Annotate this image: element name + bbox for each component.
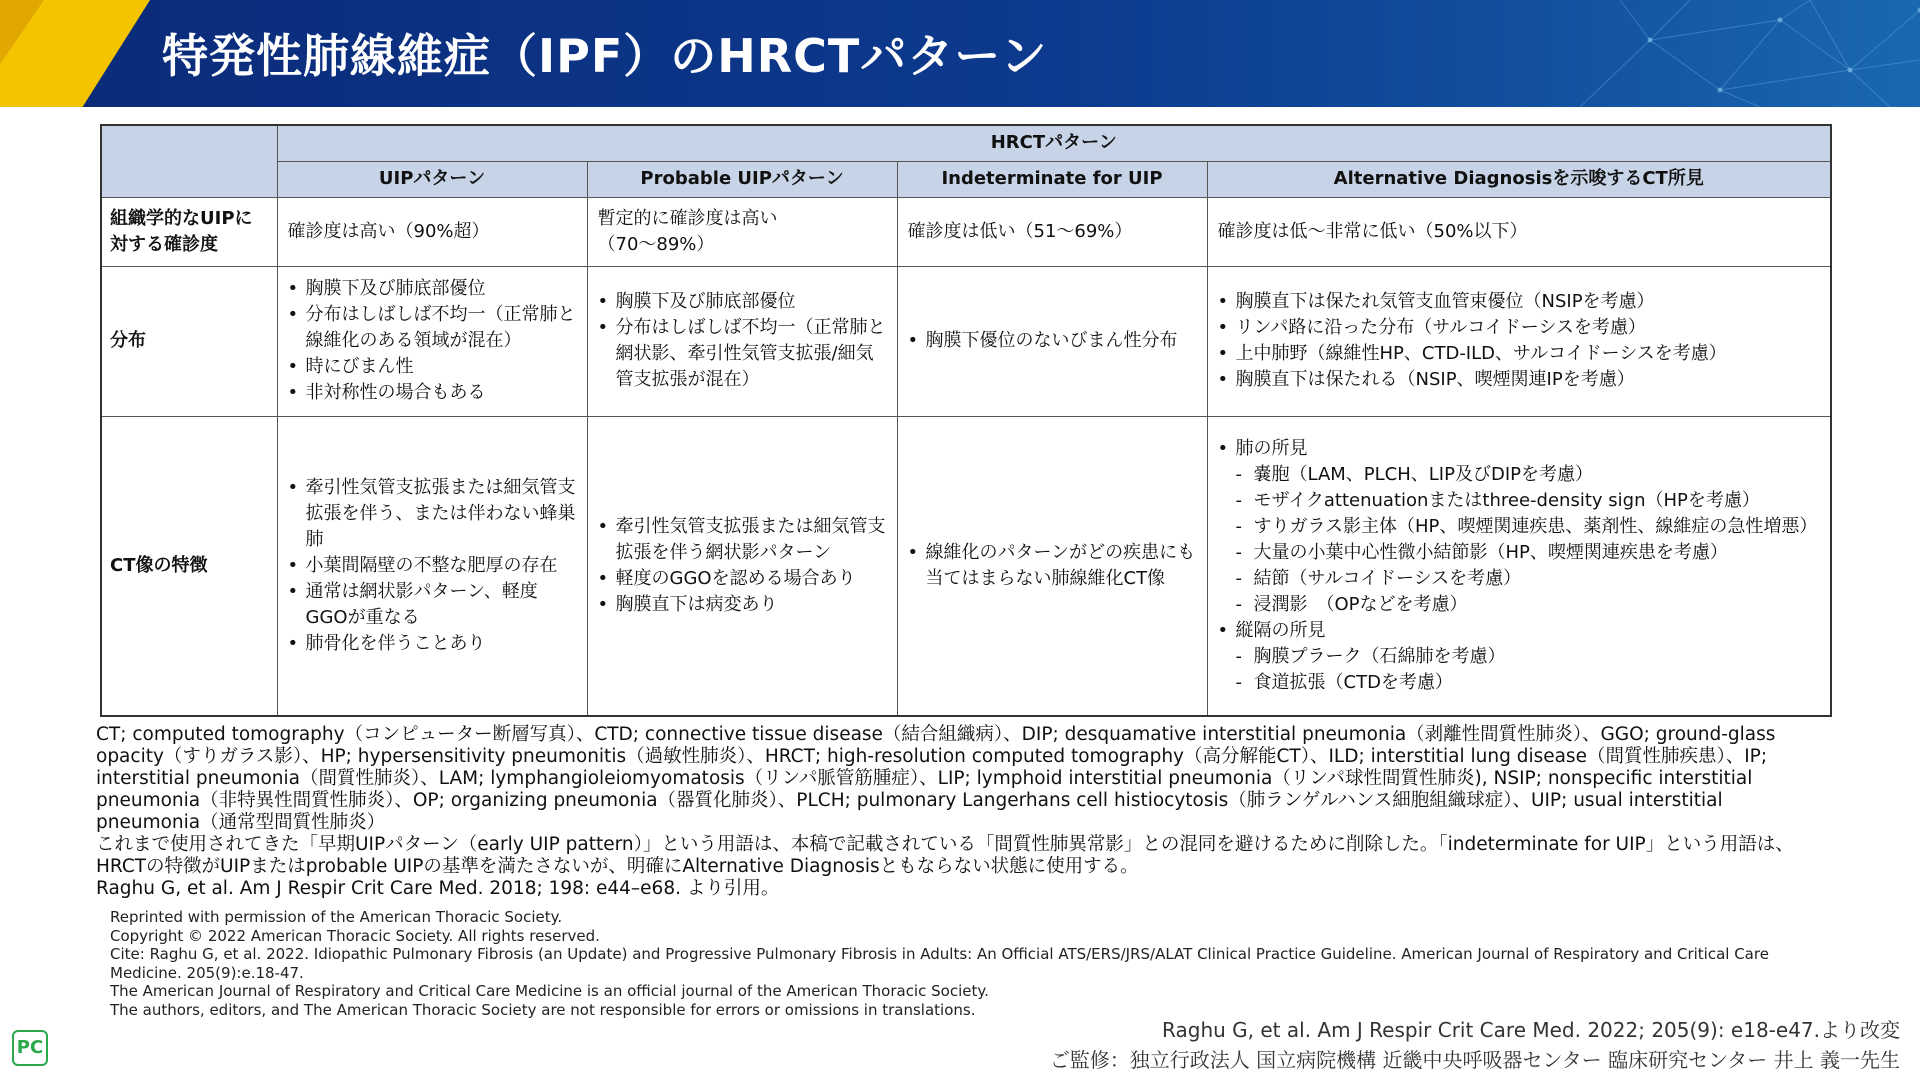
list-item: - すりガラス影主体（HP、喫煙関連疾患、薬剤性、線維症の急性増悪）	[1218, 514, 1821, 540]
group-header: HRCTパターン	[277, 125, 1831, 161]
list-item	[1218, 618, 1821, 696]
column-header-probable: Probable UIPパターン	[587, 161, 897, 197]
cell-probable-ct	[587, 416, 897, 716]
footnotes	[96, 724, 1828, 900]
page-title: 特発性肺線維症（IPF）のHRCTパターン	[162, 29, 1048, 83]
list-item: • 非対称性の場合もある	[288, 380, 577, 406]
note: これまで使用されてきた「早期UIPパターン（early UIP pattern）」という用語は、本稿で記載されている「間質性肺異常影」との混同を避けるために削除した。「indeterminate for UIP」という用語は、HRCTの特徴がUIPまたはprobable UIPの基準を満たさないが、明確にAlternative Diagnosisともならない状態に使用する。	[96, 834, 1794, 877]
reference: Raghu G, et al. Am J Respir Crit Care Med. 2018; 198: e44–e68. より引用。	[96, 878, 780, 899]
abbreviations: CT; computed tomography（コンピューター断層写真）、CTD; connective tissue disease（結合組織病）、DIP; desquamative interstitial pneumonia（剥離性間質性肺炎）、GGO; ground-glass opacity（すりガラス影）、HP; hypersensitivity pneumonitis（過敏性肺炎）、HRCT; high-resolution computed tomography（高分解能CT）、ILD; interstitial lung disease（間質性肺疾患）、IP; interstitial pneumonia（間質性肺炎）、LAM; lymphangioleiomyomatosis（リンパ脈管筋腫症）、LIP; lymphoid interstitial pneumonia（リンパ球性間質性肺炎), NSIP; nonspecific interstitial pneumonia（非特異性間質性肺炎）、OP; organizing pneumonia（器質化肺炎）、PLCH; pulmonary Langerhans cell histiocytosis（肺ランゲルハンス細胞組織球症）、UIP; usual interstitial pneumonia（通常型間質性肺炎）	[96, 724, 1776, 833]
subhead-lung: 肺の所見	[1235, 437, 1308, 459]
list-item: • 胸膜直下は保たれる（NSIP、喫煙関連IPを考慮）	[1218, 367, 1821, 393]
table-row	[101, 416, 1831, 716]
row-header-ct: CT像の特徴	[101, 416, 277, 716]
row-header-certainty: 組織学的なUIPに 対する確診度	[101, 197, 277, 266]
list-item: • 肺骨化を伴うことあり	[288, 631, 577, 657]
list-item: • 時にびまん性	[288, 354, 577, 380]
supervisor-credit: ご監修：独立行政法人 国立病院機構 近畿中央呼吸器センター 臨床研究センター 井上 義一先生	[1049, 1048, 1900, 1072]
list-item: • 胸膜直下は保たれ気管支血管束優位（NSIPを考慮）	[1218, 289, 1821, 315]
list-item: • 胸膜直下は病変あり	[598, 592, 887, 618]
list-item: • 線維化のパターンがどの疾患にも当てはまらない肺線維化CT像	[908, 540, 1197, 592]
list-item: • 胸膜下及び肺底部優位	[598, 289, 887, 315]
column-header-alternative: Alternative Diagnosisを示唆するCT所見	[1207, 161, 1831, 197]
list-item	[1218, 436, 1821, 618]
list-item: • 分布はしばしば不均一（正常肺と網状影、牽引性気管支拡張/細気管支拡張が混在）	[598, 315, 887, 393]
network-decoration-icon	[1560, 0, 1920, 107]
list-item: • 通常は網状影パターン、軽度GGOが重なる	[288, 579, 577, 631]
cell-indeterminate-certainty: 確診度は低い（51～69%）	[897, 197, 1207, 266]
column-header-uip: UIPパターン	[277, 161, 587, 197]
list-item: • 上中肺野（線維性HP、CTD-ILD、サルコイドーシスを考慮）	[1218, 341, 1821, 367]
column-header-indeterminate: Indeterminate for UIP	[897, 161, 1207, 197]
list-item: • 胸膜下優位のないびまん性分布	[908, 328, 1197, 354]
list-item: • 分布はしばしば不均一（正常肺と線維化のある領域が混在）	[288, 302, 577, 354]
cell-uip-distribution	[277, 266, 587, 416]
list-item: - 食道拡張（CTDを考慮）	[1218, 670, 1821, 696]
row-header-distribution: 分布	[101, 266, 277, 416]
list-item: • 軽度のGGOを認める場合あり	[598, 566, 887, 592]
table-corner	[101, 125, 277, 197]
cell-uip-certainty: 確診度は高い（90%超）	[277, 197, 587, 266]
list-item: - 嚢胞（LAM、PLCH、LIP及びDIPを考慮）	[1218, 462, 1821, 488]
cell-indeterminate-ct	[897, 416, 1207, 716]
list-item: • 小葉間隔壁の不整な肥厚の存在	[288, 553, 577, 579]
list-item: - 胸膜プラーク（石綿肺を考慮）	[1218, 644, 1821, 670]
source-citation: Raghu G, et al. Am J Respir Crit Care Med. 2022; 205(9): e18-e47.より改変	[1162, 1018, 1900, 1042]
list-item: - 大量の小葉中心性微小結節影（HP、喫煙関連疾患を考慮）	[1218, 540, 1821, 566]
cell-alternative-distribution	[1207, 266, 1831, 416]
cell-alternative-certainty: 確診度は低～非常に低い（50%以下）	[1207, 197, 1831, 266]
cell-probable-certainty: 暫定的に確診度は高い （70～89%）	[587, 197, 897, 266]
pc-logo-icon: PC	[12, 1030, 48, 1066]
list-item: • 胸膜下及び肺底部優位	[288, 276, 577, 302]
list-item: • リンパ路に沿った分布（サルコイドーシスを考慮）	[1218, 315, 1821, 341]
list-item: • 牽引性気管支拡張または細気管支拡張を伴う網状影パターン	[598, 514, 887, 566]
hrct-table	[100, 124, 1830, 717]
table-row	[101, 197, 1831, 266]
table-row	[101, 266, 1831, 416]
title-banner	[0, 0, 1920, 107]
list-item: - 結節（サルコイドーシスを考慮）	[1218, 566, 1821, 592]
list-item: - 浸潤影 （OPなどを考慮）	[1218, 592, 1821, 618]
cell-uip-ct	[277, 416, 587, 716]
cell-probable-distribution	[587, 266, 897, 416]
list-item: • 牽引性気管支拡張または細気管支拡張を伴う、または伴わない蜂巣肺	[288, 475, 577, 553]
cell-alternative-ct	[1207, 416, 1831, 716]
cell-indeterminate-distribution	[897, 266, 1207, 416]
permission-notice: Reprinted with permission of the American Thoracic Society. Copyright © 2022 American Thoracic Society. All rights reserved. Cite: Raghu G, et al. 2022. Idiopathic Pulmonary Fibrosis (an Update) and Progressive Pulmonary Fibrosis in Adults: An Official ATS/ERS/JRS/ALAT Clinical Practice Guideline. American Journal of Respiratory and Critical Care Medicine. 205(9):e.18-47. The American Journal of Respiratory and Critical Care Medicine is an official journal of the American Thoracic Society. The authors, editors, and The American Thoracic Society are not responsible for errors or omissions in translations.	[110, 908, 1769, 1019]
list-item: - モザイクattenuationまたはthree-density sign（HPを考慮）	[1218, 488, 1821, 514]
subhead-mediastinum: 縦隔の所見	[1235, 619, 1326, 641]
